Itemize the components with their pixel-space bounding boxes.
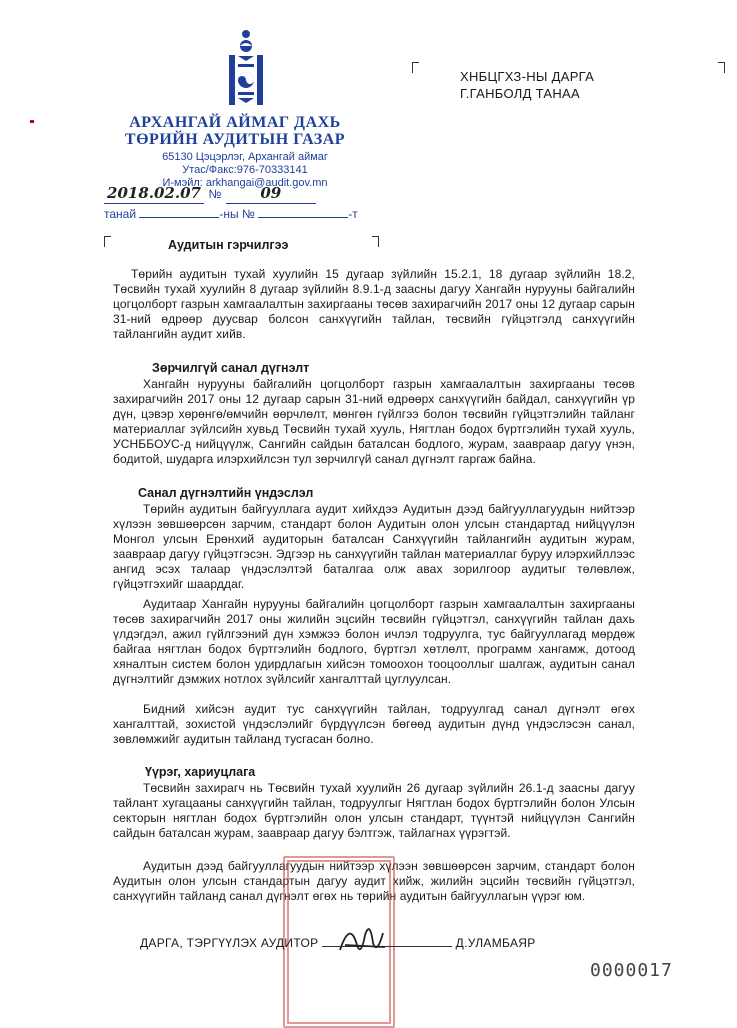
section-heading: Үүрэг, хариуцлага [145,765,256,779]
reference-line [104,207,358,221]
red-mark [30,120,34,123]
date-number-line [104,184,334,204]
soyombo-emblem-icon [226,28,266,108]
section-paragraph: Аудитын дээд байгууллагуудын нийтээр хүлээн зөвшөөрсөн зарчим, стандарт болон Аудитын олон улсын стандартын дагуу аудит хийж, жилийн эцсийн төсвийн гүйцэтгэл, санхүүгийн тайланд санал дүгнэлт өгөх нь төрийн аудитын байгууллагын үүрэг юм. [113,859,635,903]
org-name-line1: АРХАНГАЙ АЙМАГ ДАХЬ [129,114,341,131]
section-paragraph: Төрийн аудитын байгууллага аудит хийхдээ Аудитын дээд байгууллагуудын нийтээр хүлээн зөвшөөрсөн зарчим, стандарт болон Аудитын олон улсын стандартад нийцүүлэн Монгол улсын Ерөнхий аудиторын баталсан Санхүүгийн тайлангийн аудитын журам, заавраар дагуу гүйцэтгэсэн. Эдгээр нь санхүүгийн тайлан материаллаг буруу илэрхийллээс ангид эсэх талаар үндэслэлтэй баталгаа олж авах зорилгоор аудитыг төлөвлөж, гүйцэтгэхийг шаарддаг. [113,502,635,591]
handwritten-number: 09 [260,184,282,202]
org-name-line2: ТӨРИЙН АУДИТЫН ГАЗАР [124,131,346,148]
to-label: танай [104,207,137,221]
to-suffix: -т [348,207,358,221]
number-label: № [208,187,222,201]
section-paragraph: Хангайн нурууны байгалийн цогцолборт газрын хамгаалалтын захиргааны төсөв захирагчийн 2017 оны 12 дугаар сарын 31-ний өдрөөрх санхүүгийн байдал, санхүүгийн үр дүн, цэвэр хөрөнгө/өмчийн өөрчлөлт, мөнгөн гүйлгээ болон төсвийн гүйцэтгэлийн тайланг материаллаг зүйлсийн хувьд Төсвийн тухай хууль, Нягтлан бодох бүртгэлийн тухай хууль, УСНББОУС-д нийцүүлж, Сангийн сайдын баталсан бодлого, журам, заавраар дагуу үнэн, бодитой, шударга илэрхийлсэн тул зөрчилгүй санал дүгнэлт гаргаж байна. [113,377,635,466]
section-heading: Зөрчилгүй санал дүгнэлт [152,361,310,375]
document-title: Аудитын гэрчилгээ [168,238,289,252]
section-paragraph: Бидний хийсэн аудит тус санхүүгийн тайлан, тодруулгад санал дүгнэлт өгөх хангалттай, зохистой үндэслэлийг бүрдүүлсэн бөгөөд аудитын дүнд үндэслэсэн санал, зөвлөмжийг аудитын тайланд тусгасан болно. [113,702,635,746]
org-email: И-мэйл: arkhangai@audit.gov.mn [162,177,328,189]
corner-mark [412,62,419,73]
to-number-label: -ны № [219,207,255,221]
corner-mark [372,236,379,247]
section-paragraph: Төсвийн захирагч нь Төсвийн тухай хуулийн 26 дугаар зүйлийн 26.1-д заасны дагуу тайлант хугацааны санхүүгийн тайлан, тодруулгыг Нягтлан бодох бүртгэлийн болон Улсын секторын нягтлан бодох бүртгэлийн олон улсын стандарт, түүнтэй нийцүүлэн Сангийн сайдын баталсан журам, заавраар дагуу бэлтгэж, тайлагнах үүрэгтэй. [113,781,635,840]
section-heading: Санал дүгнэлтийн үндэслэл [138,486,314,500]
corner-mark [718,62,725,73]
handwritten-signature [335,915,395,965]
org-address: 65130 Цэцэрлэг, Архангай аймаг [162,151,328,163]
recipient-name: Г.ГАНБОЛД ТАНАА [460,86,581,101]
corner-mark [104,236,111,247]
signatory-title: ДАРГА, ТЭРГҮҮЛЭХ АУДИТОР [140,936,319,950]
handwritten-date: 2018.02.07 [107,184,201,202]
serial-number: 0000017 [590,960,673,981]
section-paragraph: Аудитаар Хангайн нурууны байгалийн цогцолборт газрын хамгаалалтын захиргааны төсөв захирагчийн 2017 оны жилийн эцсийн төсвийн гүйцэтгэл, санхүүгийн тайлан дахь үлдэгдэл, ажил гүйлгээний дүн хэмжээ болон ичлэл тодруулга, тус байгууллагад мөрдөж байгаа нягтлан бодох бүртгэлийн бодлого, бүртгэл хөтлөлт, программ хангамж, дотоод хяналтын систем болон удирдлагын хийсэн томоохон тооцооллыг шалгаж, аудитын санал дүгнэлтийг дэмжих нотлох зүйлсийг хангалттай цуглуулсан. [113,597,635,686]
org-phone: Утас/Факс:976-70333141 [182,164,308,176]
intro-paragraph: Төрийн аудитын тухай хуулийн 15 дугаар зүйлийн 15.2.1, 18 дугаар зүйлийн 18.2, Төсвийн тухай хуулийн 8 дугаар зүйлийн 8.9.1-д заасны дагуу Хангайн нурууны байгалийн цогцолборт газрын хамгаалалтын захиргааны төсөв захирагчийн 2017 оны 12 дугаар сарын 31-ний өдрөөр дуусвар болсон санхүүгийн тайлан, төсвийн гүйцэтгэлд санхүүгийн тайлангийн аудит хийв. [113,267,635,341]
recipient-title: ХНБЦГХЗ-НЫ ДАРГА [460,69,595,84]
signatory-name: Д.УЛАМБАЯР [455,936,536,950]
